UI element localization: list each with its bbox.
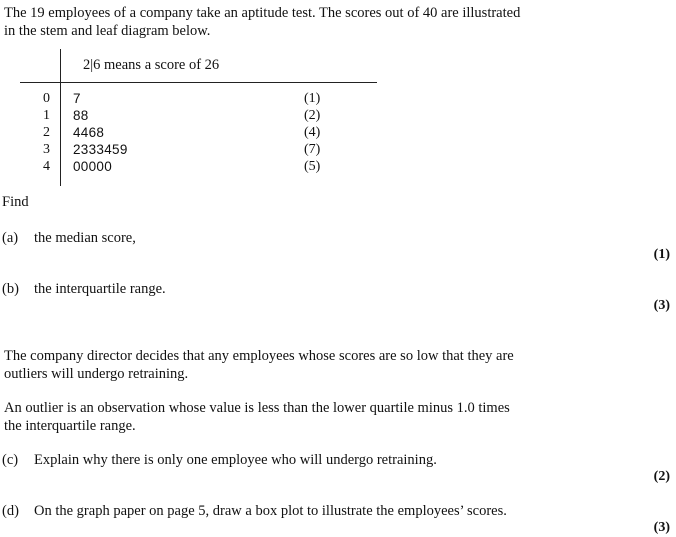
question-b-label: (b) (2, 281, 19, 297)
leaf-values: 00000 (73, 159, 113, 174)
row-frequency: (5) (304, 159, 321, 174)
diagram-key: 2|6 means a score of 26 (83, 57, 220, 73)
question-c (2, 451, 437, 469)
stem-value: 4 (43, 159, 50, 174)
row-frequency: (2) (304, 108, 321, 123)
stem-value: 2 (43, 125, 50, 140)
director-line-1: The company director decides that any employees whose scores are so low that they are (4, 348, 514, 364)
intro-line-1: The 19 employees of a company take an aptitude test. The scores out of 40 are illustrated (4, 5, 521, 21)
row-frequency: (7) (304, 142, 321, 157)
outlier-line-2: the interquartile range. (4, 418, 136, 434)
question-d-marks: (3) (653, 520, 670, 535)
outlier-paragraph (4, 399, 672, 435)
find-label: Find (2, 194, 29, 210)
question-a-text: the median score, (34, 230, 136, 246)
director-paragraph (4, 347, 672, 383)
question-c-marks: (2) (653, 469, 670, 484)
stem-value: 1 (43, 108, 50, 123)
question-a-label: (a) (2, 230, 19, 246)
leaf-values: 2333459 (73, 142, 128, 157)
stem-value: 3 (43, 142, 50, 157)
question-b-text: the interquartile range. (34, 281, 166, 297)
leaf-values: 4468 (73, 125, 105, 140)
stem-value: 0 (43, 91, 50, 106)
key-divider-line (20, 82, 377, 83)
question-d-text: On the graph paper on page 5, draw a box plot to illustrate the employees’ scores. (34, 503, 507, 519)
leaf-values: 88 (73, 108, 89, 123)
question-d-label: (d) (2, 503, 19, 519)
director-line-2: outliers will undergo retraining. (4, 366, 189, 382)
row-frequency: (1) (304, 91, 321, 106)
question-d (2, 502, 507, 520)
question-b (2, 280, 166, 298)
question-c-label: (c) (2, 452, 19, 468)
row-frequency: (4) (304, 125, 321, 140)
question-a-marks: (1) (653, 247, 670, 262)
question-intro (4, 4, 520, 40)
intro-line-2: in the stem and leaf diagram below. (4, 23, 211, 39)
question-a (2, 229, 136, 247)
question-c-text: Explain why there is only one employee who will undergo retraining. (34, 452, 437, 468)
outlier-line-1: An outlier is an observation whose value is less than the lower quartile minus 1.0 times (4, 400, 510, 416)
question-b-marks: (3) (653, 298, 670, 313)
leaf-values: 7 (73, 91, 81, 106)
stem-divider-line (60, 49, 61, 186)
